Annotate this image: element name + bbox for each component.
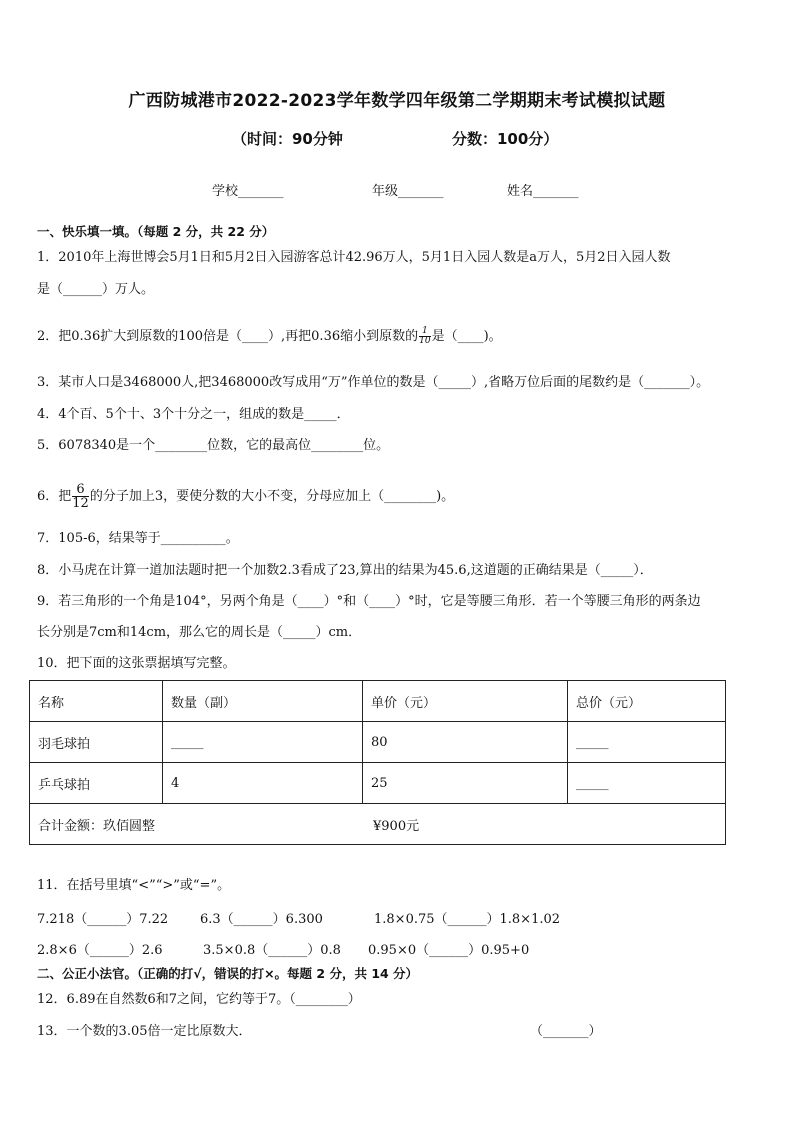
question-2-fraction [419,327,430,346]
comparison-item: 7.218（______）7.22 [37,912,169,927]
question-8: 8．小马虎在计算一道加法题时把一个加数2.3看成了23,算出的结果为45.6,这道题的正确结果是（_____）． [37,563,653,578]
receipt-table [29,680,726,845]
table-row [30,722,726,763]
question-1-line-1: 1．2010年上海世博会5月1日和5月2日入园游客总计42.96万人，5月1日入园人数是a万人，5月2日入园人数 [37,250,671,265]
total-amount-value: ¥900元 [373,818,420,834]
question-13-answer-blank: （_______） [530,1024,602,1039]
question-6-part-2: 的分子加上3，要使分数的大小不变，分母应加上（________)。 [89,489,455,504]
question-9-line-2: 长分别是7cm和14cm，那么它的周长是（_____）cm． [37,625,362,640]
comparison-item: 0.95×0（______）0.95+0 [368,943,530,958]
comparison-item: 3.5×0.8（______）0.8 [203,943,341,958]
table-total-cell [30,804,726,845]
comparison-item: 1.8×0.75（______）1.8×1.02 [374,912,561,927]
table-header: 名称 [30,681,163,722]
table-total-row [30,804,726,845]
section-1-heading: 一、快乐填一填。（每题 2 分，共 22 分） [37,224,275,239]
table-cell: 羽毛球拍 [30,722,163,763]
total-amount-words: 合计金额：玖佰圆整 [38,818,156,834]
table-header: 单价（元） [363,681,568,722]
table-header: 数量（副） [163,681,363,722]
table-cell: 乒乓球拍 [30,763,163,804]
table-cell: _____ [163,722,363,763]
question-7: 7．105-6，结果等于__________。 [37,531,239,546]
fraction-numerator: 1 [419,327,430,337]
table-cell: 25 [363,763,568,804]
comparison-item: 6.3（______）6.300 [200,912,323,927]
question-9-line-1: 9．若三角形的一个角是104°，另两个角是（____）°和（____）°时，它是等腰三角形．若一个等腰三角形的两条边 [37,594,701,609]
question-10: 10．把下面的这张票据填写完整。 [37,656,236,671]
table-header: 总价（元） [568,681,726,722]
table-cell: 4 [163,763,363,804]
school-field: 学校_______ [212,184,284,199]
question-2-part-1: 2．把0.36扩大到原数的100倍是（____）,再把0.36缩小到原数的 [37,329,419,344]
table-row [30,763,726,804]
table-cell: _____ [568,722,726,763]
grade-field: 年级_______ [372,184,444,199]
question-13: 13．一个数的3.05倍一定比原数大． [37,1024,252,1039]
question-3: 3．某市人口是3468000人,把3468000改写成用“万”作单位的数是（_____）,省略万位后面的尾数约是（_______）。 [37,375,710,390]
question-6-fraction [72,483,89,510]
question-2 [37,327,502,346]
exam-score: 分数：100分） [452,130,559,148]
section-2-heading: 二、公正小法官。（正确的打√，错误的打×。每题 2 分，共 14 分） [37,966,419,981]
table-cell: 80 [363,722,568,763]
question-12: 12．6.89在自然数6和7之间，它约等于7。（________） [37,992,361,1007]
question-5: 5．6078340是一个________位数，它的最高位________位。 [37,438,390,453]
question-6-part-1: 6．把 [37,489,72,504]
name-field: 姓名_______ [507,184,579,199]
fraction-numerator: 6 [72,483,89,497]
exam-title: 广西防城港市2022-2023学年数学四年级第二学期期末考试模拟试题 [128,91,666,111]
comparison-item: 2.8×6（______）2.6 [37,943,163,958]
question-11: 11．在括号里填“<”“>”或“=”。 [37,878,231,893]
question-1-line-2: 是（______）万人。 [37,282,155,297]
fraction-denominator: 10 [419,336,431,346]
fraction-denominator: 12 [72,496,89,511]
question-4: 4．4个百、5个十、3个十分之一，组成的数是_____． [37,407,350,422]
question-2-part-2: 是（____)。 [431,329,502,344]
table-cell: _____ [568,763,726,804]
exam-time: （时间：90分钟 [232,130,343,148]
table-header-row [30,681,726,722]
question-6 [37,483,454,510]
